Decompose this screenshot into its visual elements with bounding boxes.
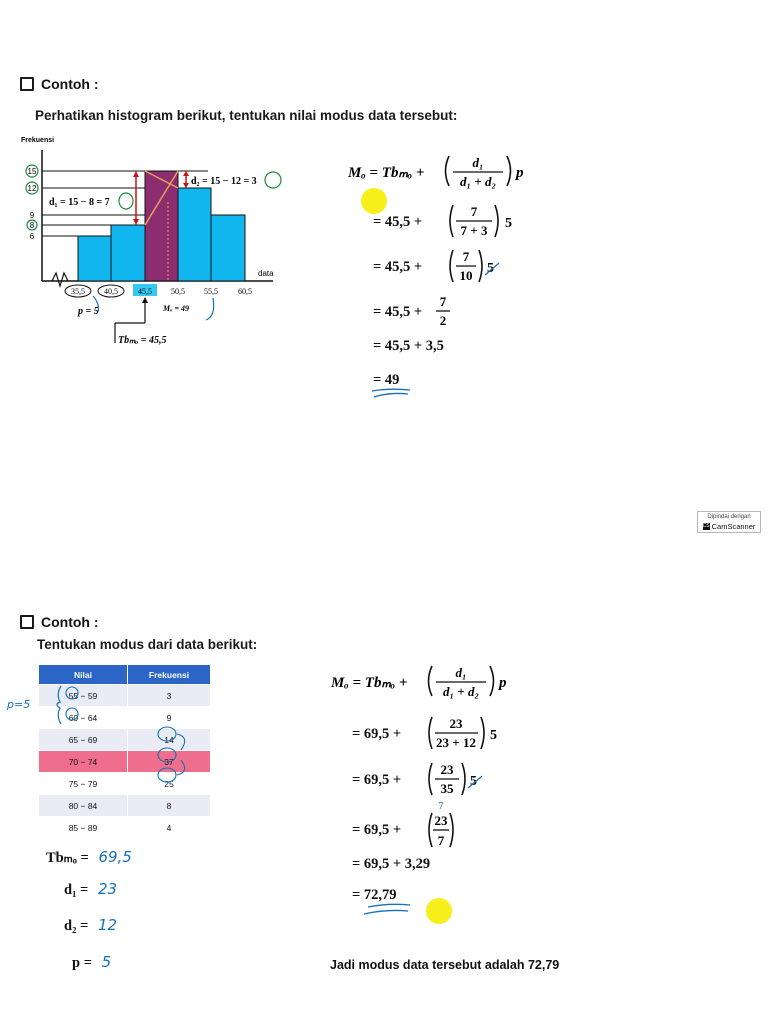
x-tick-50-5: 50,5 — [171, 287, 185, 296]
cell-frekuensi: 8 — [128, 795, 211, 817]
var-p — [72, 953, 111, 972]
cell-frekuensi: 37 — [128, 751, 211, 773]
d2-arrow-head-top — [183, 171, 189, 176]
ex1-step2 — [373, 259, 422, 276]
ex2-step1-fraction — [426, 712, 506, 754]
p-label: p = 5 — [78, 306, 99, 317]
ex2-step2-fraction — [426, 758, 486, 800]
formula-denominator: d₁ + d₂ — [443, 684, 479, 699]
formula-denominator: d₁ + d₂ — [460, 174, 496, 189]
checkbox-bullet-icon — [20, 615, 34, 629]
x-tick-40-5: 40,5 — [104, 287, 118, 296]
cell-frekuensi: 25 — [128, 773, 211, 795]
cell-nilai: 60 − 64 — [39, 707, 128, 729]
example1-instruction: Perhatikan histogram berikut, tentukan nilai modus data tersebut: — [35, 108, 458, 123]
x-tick-45-5: 45,5 — [138, 287, 152, 296]
frac-den: 7 — [437, 833, 445, 848]
paren-left — [429, 763, 432, 795]
ex1-step2-fraction — [447, 245, 507, 287]
bar-modal-class — [145, 171, 178, 281]
formula-numerator: d₁ — [455, 665, 467, 680]
ex1-step1-fraction — [447, 200, 522, 242]
paren-left — [429, 813, 432, 847]
circle-60 — [66, 708, 78, 720]
arrow-25-37 — [177, 760, 185, 775]
formula-lhs: Mₒ = Tbₘₒ + — [348, 165, 425, 181]
d2-arrow-head-bottom — [183, 183, 189, 188]
frac-mult: 5 — [505, 216, 512, 231]
cell-nilai: 80 − 84 — [39, 795, 128, 817]
example2-heading-text: Contoh : — [41, 614, 99, 630]
formula-p: p — [499, 675, 507, 691]
circle-d2-value — [265, 172, 281, 188]
bar-45-5 — [111, 225, 145, 281]
ex2-step2-text: = 69,5 + — [352, 772, 402, 788]
circle-37 — [158, 748, 176, 762]
paren-right — [481, 717, 484, 749]
cell-frekuensi: 14 — [128, 729, 211, 751]
y-tick-12: 12 — [27, 184, 37, 193]
result-underline-1 — [370, 386, 415, 400]
paren-right — [462, 763, 465, 795]
ex2-step4: = 69,5 + 3,29 — [352, 856, 431, 872]
axis-break-icon — [52, 273, 68, 286]
ex2-step3-fraction — [426, 800, 456, 852]
frac-den: 2 — [439, 313, 447, 328]
var-d2-value: 12 — [97, 916, 118, 934]
ex1-step3 — [373, 304, 422, 321]
stamp-line1: Dipindai dengan — [707, 514, 751, 520]
example1-heading — [20, 76, 99, 92]
ex2-step1-text: = 69,5 + — [352, 726, 402, 742]
circle-55 — [66, 687, 78, 699]
d1-arrow-head-top — [133, 171, 139, 177]
var-tb-value: 69,5 — [98, 848, 132, 866]
frac-mult: 5 — [487, 261, 494, 276]
col-header-frekuensi: Frekuensi — [128, 665, 211, 685]
ex1-step3-fraction — [433, 290, 453, 332]
arrow-14-37 — [177, 734, 185, 750]
frac-den: 35 — [440, 781, 454, 796]
cell-frekuensi: 3 — [128, 685, 211, 707]
camscanner-stamp — [697, 511, 761, 533]
paren-left — [429, 717, 432, 749]
result-underline-2 — [362, 902, 417, 918]
ex1-step1 — [373, 214, 422, 231]
bar-40-5 — [78, 236, 111, 281]
var-d1 — [64, 880, 117, 899]
var-d2 — [64, 916, 117, 935]
conclusion: Jadi modus data tersebut adalah 72,79 — [330, 958, 560, 972]
frac-num: 7 — [439, 294, 447, 309]
ex2-step2 — [352, 772, 401, 789]
var-d1-value: 23 — [97, 880, 118, 898]
ex2-step3 — [352, 822, 401, 839]
y-tick-9: 9 — [29, 211, 35, 220]
frac-num: 23 — [440, 762, 454, 777]
ex2-result: = 72,79 — [352, 887, 397, 903]
formula-paren-left — [429, 666, 433, 696]
checkbox-bullet-icon — [20, 77, 34, 91]
histogram — [18, 128, 293, 353]
mode-formula-1 — [348, 150, 528, 192]
tb-pointer-arrow-head — [142, 297, 148, 303]
frac-num: 23 — [449, 716, 463, 731]
y-tick-6: 6 — [29, 232, 35, 241]
paren-left — [450, 205, 453, 237]
p-brace — [57, 686, 61, 724]
ex1-result: = 49 — [373, 372, 400, 388]
cell-nilai: 85 − 89 — [39, 817, 128, 839]
table-row — [39, 817, 211, 839]
frac-den: 7 + 3 — [460, 223, 488, 238]
highlight-dot — [361, 188, 387, 214]
y-axis-label: Frekuensi — [21, 137, 55, 144]
bar-60-5 — [211, 215, 245, 281]
stamp-brand — [700, 522, 758, 531]
highlight-dot — [426, 898, 452, 924]
x-axis-label: data — [258, 269, 274, 278]
cell-nilai: 65 − 69 — [39, 729, 128, 751]
ex2-step1 — [352, 726, 401, 743]
frac-den: 10 — [459, 268, 473, 283]
frac-mult: 5 — [470, 774, 477, 789]
x-tick-60-5: 60,5 — [238, 287, 252, 296]
p-annotation: p=5 — [7, 698, 31, 711]
formula-paren-right — [490, 666, 494, 696]
cell-frekuensi: 9 — [128, 707, 211, 729]
camscanner-logo-icon: CS — [702, 523, 710, 529]
ex2-step3-text: = 69,5 + — [352, 822, 402, 838]
y-tick-8: 8 — [29, 221, 35, 230]
formula-numerator: d₁ — [472, 155, 484, 170]
col-header-nilai: Nilai — [39, 665, 128, 685]
paren-right — [495, 205, 498, 237]
cell-nilai: 75 − 79 — [39, 773, 128, 795]
ex1-step4: = 45,5 + 3,5 — [373, 338, 444, 354]
bar-55-5 — [178, 188, 211, 281]
underline-stroke-1 — [372, 389, 410, 391]
frac-den: 23 + 12 — [436, 735, 476, 750]
var-p-name: p = — [72, 955, 92, 971]
ex1-step3-text: = 45,5 + — [373, 304, 423, 320]
frac-mult: 5 — [490, 728, 497, 743]
y-tick-15: 15 — [27, 167, 37, 176]
formula-lhs: Mₒ = Tbₘₒ + — [331, 675, 408, 691]
tb-label: Tbₘₒ = 45,5 — [118, 335, 167, 346]
formula-p: p — [516, 165, 524, 181]
cell-nilai: 55 − 59 — [39, 685, 128, 707]
mode-formula-2 — [331, 660, 511, 702]
var-p-value: 5 — [101, 953, 112, 971]
cell-frekuensi: 4 — [128, 817, 211, 839]
paren-left — [450, 250, 453, 282]
d1-label: d₁ = 15 − 8 = 7 — [49, 197, 110, 208]
frac-num: 7 — [470, 204, 478, 219]
var-d1-name: d₁ = — [64, 882, 89, 898]
mo-annotation-arrow — [206, 298, 214, 320]
var-tb — [46, 848, 132, 867]
table-annotations — [28, 682, 198, 792]
formula-paren-right — [507, 156, 511, 186]
d2-label: d₂ = 15 − 12 = 3 — [191, 176, 257, 187]
x-tick-35-5: 35,5 — [71, 287, 85, 296]
paren-right — [479, 250, 482, 282]
frac-num: 7 — [462, 249, 470, 264]
underline-stroke-2 — [364, 910, 408, 914]
d1-arrow-head-bottom — [133, 219, 139, 225]
x-tick-55-5: 55,5 — [204, 287, 218, 296]
example1-heading-text: Contoh : — [41, 76, 99, 92]
formula-paren-left — [446, 156, 450, 186]
stamp-brand-text: CamScanner — [711, 522, 756, 531]
frac-above: 7 — [438, 801, 444, 812]
var-tb-name: Tbₘₒ = — [46, 850, 89, 866]
circle-25 — [158, 768, 176, 782]
circle-14 — [158, 727, 176, 741]
example2-heading — [20, 614, 99, 630]
paren-right — [450, 813, 453, 847]
table-row — [39, 795, 211, 817]
var-d2-name: d₂ = — [64, 918, 89, 934]
mo-label: Mₒ = 49 — [163, 304, 190, 313]
example2-instruction: Tentukan modus dari data berikut: — [37, 637, 258, 652]
underline-stroke-1 — [368, 904, 410, 907]
underline-stroke-2 — [374, 393, 408, 397]
ex1-step1-text: = 45,5 + — [373, 214, 423, 230]
ex1-step2-text: = 45,5 + — [373, 259, 423, 275]
cell-nilai: 70 − 74 — [39, 751, 128, 773]
frac-num: 23 — [434, 813, 448, 828]
